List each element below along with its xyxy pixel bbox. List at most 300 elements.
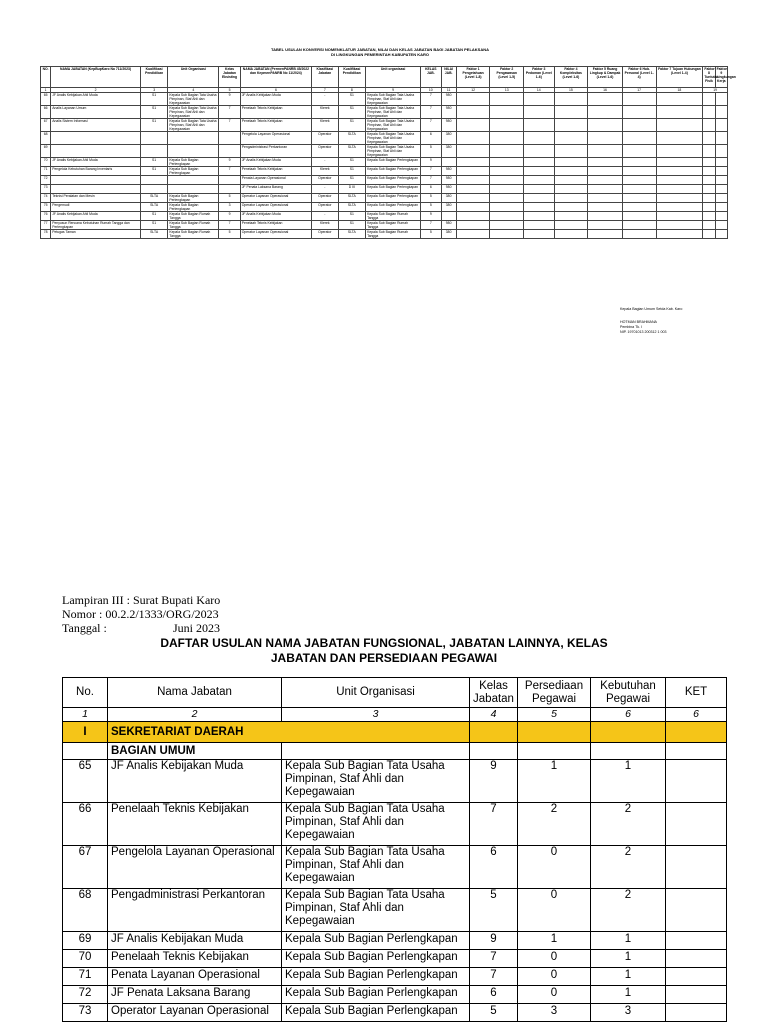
small-cell-factor: [456, 93, 490, 106]
small-cell-nj: 980: [441, 167, 456, 176]
small-cell-factor: [524, 194, 555, 203]
small-column-number: 18: [656, 88, 703, 93]
small-cell-pend2: S1: [338, 176, 366, 185]
small-cell-factor: [703, 167, 715, 176]
small-column-number: 14: [524, 88, 555, 93]
small-cell-factor: [554, 167, 588, 176]
small-cell-unit: Kepala Sub Bagian Tata Usaha Pimpinan, Staf Ahli dan Kepegawaian: [168, 119, 219, 132]
small-cell-factor: [703, 230, 715, 239]
small-cell-factor: [456, 194, 490, 203]
table-row: [63, 760, 727, 803]
small-cell-pend2: S1: [338, 221, 366, 230]
small-cell-factor: [588, 106, 623, 119]
number-label: Nomor :: [62, 607, 103, 621]
small-cell-factor: [588, 185, 623, 194]
small-column-number: 16: [588, 88, 623, 93]
header-nama-jabatan: Nama Jabatan: [108, 678, 282, 708]
small-header-cell: NILAI JAB.: [441, 67, 456, 88]
small-cell-pend: S1: [140, 158, 168, 167]
small-cell-factor: [490, 194, 524, 203]
small-table-row: [41, 145, 728, 158]
small-cell-factor: [554, 145, 588, 158]
small-cell-factor: [524, 119, 555, 132]
small-cell-kelas_e: 7: [219, 167, 240, 176]
small-cell-kelas_e: 9: [219, 212, 240, 221]
small-cell-factor: [715, 203, 727, 212]
empty-cell: [666, 743, 727, 760]
small-cell-factor: [715, 132, 727, 145]
small-cell-factor: [622, 93, 656, 106]
small-cell-unit: Kepala Sub Bagian Rumah Tangga: [168, 230, 219, 239]
small-cell-factor: [456, 221, 490, 230]
small-column-number: 5: [219, 88, 240, 93]
small-cell-factor: [656, 145, 703, 158]
small-cell-kj: 9: [421, 212, 441, 221]
top-title-line-1: TABEL USULAN KONVERSI NOMENKLATUR JABATAN, NILAI DAN KELAS JABATAN BAGI JABATAN PELAKSANA: [271, 47, 489, 52]
small-cell-factor: [715, 145, 727, 158]
small-cell-pend2: SLTA: [338, 194, 366, 203]
small-cell-factor: [554, 212, 588, 221]
small-cell-kelas_e: 7: [219, 119, 240, 132]
small-cell-factor: [554, 93, 588, 106]
empty-cell: [591, 722, 666, 743]
small-cell-no: 72: [41, 176, 51, 185]
small-cell-factor: [490, 212, 524, 221]
small-cell-unit: Kepala Sub Bagian Tata Usaha Pimpinan, Staf Ahli dan Kepegawaian: [168, 93, 219, 106]
table-row: [63, 986, 727, 1004]
small-header-cell: KELAS JAB.: [421, 67, 441, 88]
small-header-cell: Faktor 9 Lingkungan Kerja: [715, 67, 727, 88]
small-column-number: 12: [456, 88, 490, 93]
small-cell-nj: 380: [441, 203, 456, 212]
cell-persediaan: 1: [518, 932, 591, 950]
small-table-row: [41, 106, 728, 119]
cell-unit: Kepala Sub Bagian Perlengkapan: [282, 950, 470, 968]
small-cell-nj: 380: [441, 145, 456, 158]
small-cell-factor: [554, 132, 588, 145]
small-cell-kj: 7: [421, 221, 441, 230]
small-cell-nama_baru: Penelaah Teknis Kebijakan: [240, 106, 311, 119]
small-cell-factor: [622, 158, 656, 167]
small-cell-factor: [490, 119, 524, 132]
cell-kebutuhan: 1: [591, 760, 666, 803]
cell-kelas: 9: [470, 932, 518, 950]
small-cell-factor: [490, 106, 524, 119]
small-cell-factor: [703, 185, 715, 194]
small-column-number: 8: [338, 88, 366, 93]
empty-cell: [63, 743, 108, 760]
small-cell-nama: Analis Layanan Umum: [51, 106, 141, 119]
small-cell-pend: [140, 185, 168, 194]
small-table-row: [41, 221, 728, 230]
small-cell-kj: 9: [421, 158, 441, 167]
small-cell-nama: Pengelola Kebutuhan Barang Inventaris: [51, 167, 141, 176]
small-cell-klas: Klerek: [312, 106, 339, 119]
small-cell-kelas_e: 5: [219, 194, 240, 203]
section-row: [63, 722, 727, 743]
small-cell-kj: 7: [421, 176, 441, 185]
small-cell-factor: [656, 132, 703, 145]
small-cell-no: 75: [41, 203, 51, 212]
small-cell-nama: JF Analis Kebijakan Ahli Muda: [51, 158, 141, 167]
small-cell-nama_baru: JF Analis Kebijakan Muda: [240, 93, 311, 106]
small-cell-kelas_e: [219, 132, 240, 145]
date-line: [62, 621, 220, 635]
small-cell-kj: 7: [421, 106, 441, 119]
cell-no: 67: [63, 846, 108, 889]
cell-no: 70: [63, 950, 108, 968]
conversion-table: [40, 66, 736, 239]
empty-cell: [518, 743, 591, 760]
small-cell-no: 71: [41, 167, 51, 176]
small-column-number: 1: [41, 88, 51, 93]
small-cell-factor: [715, 167, 727, 176]
small-cell-pend2: S1: [338, 106, 366, 119]
small-cell-factor: [524, 132, 555, 145]
small-cell-factor: [588, 167, 623, 176]
small-cell-factor: [715, 106, 727, 119]
cell-persediaan: 0: [518, 986, 591, 1004]
cell-persediaan: 3: [518, 1004, 591, 1022]
table-row: [63, 1004, 727, 1022]
cell-nama: Penelaah Teknis Kebijakan: [108, 950, 282, 968]
small-cell-factor: [524, 158, 555, 167]
small-cell-pend: S1: [140, 119, 168, 132]
small-cell-factor: [703, 158, 715, 167]
cell-kebutuhan: 3: [591, 1004, 666, 1022]
small-cell-klas: -: [312, 158, 339, 167]
small-cell-kj: 5: [421, 230, 441, 239]
section-name: SEKRETARIAT DAERAH: [108, 722, 470, 743]
cell-no: 73: [63, 1004, 108, 1022]
small-cell-nama_baru: Penelaah Teknis Kebijakan: [240, 221, 311, 230]
small-header-cell: Kelas Jabatan Eksisting: [219, 67, 240, 88]
cell-kebutuhan: 1: [591, 986, 666, 1004]
small-cell-factor: [524, 106, 555, 119]
header-unit-organisasi: Unit Organisasi: [282, 678, 470, 708]
small-cell-factor: [524, 167, 555, 176]
small-cell-pend2: S1: [338, 167, 366, 176]
small-column-number: 11: [441, 88, 456, 93]
small-header-cell: Faktor 1 Pengetahuan (Level 1-8): [456, 67, 490, 88]
small-cell-factor: [588, 194, 623, 203]
small-cell-factor: [622, 230, 656, 239]
small-header-cell: Unit Organisasi: [168, 67, 219, 88]
empty-cell: [282, 743, 470, 760]
cell-persediaan: 0: [518, 968, 591, 986]
small-cell-factor: [456, 106, 490, 119]
top-title-line-2: DI LINGKUNGAN PEMERINTAH KABUPATEN KARO: [331, 52, 429, 57]
small-cell-pend: SLTA: [140, 230, 168, 239]
small-header-cell: Faktor 4 Kompleksitas (Level 1-6): [554, 67, 588, 88]
small-cell-kj: 5: [421, 194, 441, 203]
cell-ket: [666, 889, 727, 932]
small-cell-factor: [656, 185, 703, 194]
small-header-cell: NAMA JABATAN (PermenPANRB 45/2022 dan KepmenPANRB No 11/2024): [240, 67, 311, 88]
cell-kelas: 9: [470, 760, 518, 803]
small-cell-factor: [703, 145, 715, 158]
small-cell-no: 74: [41, 194, 51, 203]
small-table-row: [41, 167, 728, 176]
small-cell-factor: [656, 176, 703, 185]
small-table-row: [41, 132, 728, 145]
small-cell-nama: Teknisi Peralatan dan Mesin: [51, 194, 141, 203]
small-cell-factor: [456, 158, 490, 167]
small-cell-factor: [703, 119, 715, 132]
small-header-cell: Faktor 3 Pedoman (Level 1-6): [524, 67, 555, 88]
small-cell-factor: [490, 203, 524, 212]
cell-ket: [666, 986, 727, 1004]
small-cell-kj: 6: [421, 185, 441, 194]
small-cell-factor: [456, 132, 490, 145]
small-cell-factor: [554, 194, 588, 203]
small-cell-unit2: Kepala Sub Bagian Tata Usaha Pimpinan, Staf Ahli dan Kepegawaian: [366, 132, 421, 145]
small-cell-unit: Kepala Sub Bagian Perlengkapan: [168, 203, 219, 212]
small-cell-factor: [588, 203, 623, 212]
small-cell-factor: [656, 119, 703, 132]
cell-ket: [666, 846, 727, 889]
small-cell-nama_baru: JF Analis Kebijakan Muda: [240, 212, 311, 221]
small-cell-pend2: SLTA: [338, 203, 366, 212]
index-cell: 1: [63, 708, 108, 722]
small-cell-kelas_e: 9: [219, 93, 240, 106]
small-cell-nama: Pengemudi: [51, 203, 141, 212]
small-cell-factor: [524, 145, 555, 158]
small-cell-factor: [622, 212, 656, 221]
table-row: [63, 968, 727, 986]
small-cell-no: 73: [41, 185, 51, 194]
small-cell-unit: Kepala Sub Bagian Tata Usaha Pimpinan, Staf Ahli dan Kepegawaian: [168, 106, 219, 119]
cell-no: 69: [63, 932, 108, 950]
small-cell-nama: [51, 145, 141, 158]
index-cell: 2: [108, 708, 282, 722]
cell-nama: JF Analis Kebijakan Muda: [108, 932, 282, 950]
cell-kebutuhan: 1: [591, 932, 666, 950]
small-cell-nj: 980: [441, 119, 456, 132]
small-cell-factor: [588, 93, 623, 106]
small-cell-factor: [490, 145, 524, 158]
empty-cell: [591, 743, 666, 760]
small-cell-no: 77: [41, 221, 51, 230]
signature-nip: NIP. 19701013 200312 1 003: [620, 330, 667, 334]
table-row: [63, 846, 727, 889]
small-table-row: [41, 158, 728, 167]
small-cell-nama_baru: Penelaah Teknis Kebijakan: [240, 167, 311, 176]
small-cell-factor: [622, 106, 656, 119]
small-cell-pend: [140, 132, 168, 145]
cell-no: 66: [63, 803, 108, 846]
small-table-row: [41, 93, 728, 106]
small-cell-unit2: Kepala Sub Bagian Tata Usaha Pimpinan, Staf Ahli dan Kepegawaian: [366, 119, 421, 132]
signature-name: HOTMAN BRAHMANA: [620, 320, 657, 324]
document-title: [150, 636, 618, 666]
small-cell-klas: Operator: [312, 176, 339, 185]
small-cell-unit: Kepala Sub Bagian Perlengkapan: [168, 167, 219, 176]
small-cell-factor: [656, 230, 703, 239]
cell-persediaan: 0: [518, 889, 591, 932]
small-cell-klas: Operator: [312, 230, 339, 239]
conversion-table-header: [41, 67, 728, 88]
small-column-number: 17: [622, 88, 656, 93]
small-cell-factor: [456, 185, 490, 194]
document-title-line-2: JABATAN DAN PERSEDIAAN PEGAWAI: [270, 651, 498, 665]
small-cell-unit2: Kepala Sub Bagian Tata Usaha Pimpinan, Staf Ahli dan Kepegawaian: [366, 145, 421, 158]
attachment-value: Surat Bupati Karo: [132, 593, 221, 607]
small-cell-nj: 980: [441, 221, 456, 230]
small-cell-factor: [456, 212, 490, 221]
index-cell: 5: [518, 708, 591, 722]
cell-ket: [666, 950, 727, 968]
small-cell-pend2: S1: [338, 93, 366, 106]
small-cell-factor: [588, 176, 623, 185]
small-cell-factor: [490, 185, 524, 194]
cell-kebutuhan: 2: [591, 846, 666, 889]
small-cell-nama_baru: JF Penata Laksana Barang: [240, 185, 311, 194]
cell-no: 68: [63, 889, 108, 932]
table-row: [63, 950, 727, 968]
small-column-number: 7: [312, 88, 339, 93]
small-cell-nj: 980: [441, 106, 456, 119]
small-cell-unit2: Kepala Sub Bagian Perlengkapan: [366, 167, 421, 176]
number-line: [62, 607, 220, 621]
small-header-cell: Faktor 8 Tuntutan Fisik: [703, 67, 715, 88]
small-cell-factor: [588, 119, 623, 132]
small-cell-factor: [524, 176, 555, 185]
cell-persediaan: 0: [518, 846, 591, 889]
small-cell-unit: [168, 145, 219, 158]
small-cell-factor: [524, 221, 555, 230]
cell-nama: Penata Layanan Operasional: [108, 968, 282, 986]
cell-unit: Kepala Sub Bagian Tata Usaha Pimpinan, Staf Ahli dan Kepegawaian: [282, 846, 470, 889]
small-cell-pend: SLTA: [140, 203, 168, 212]
small-cell-factor: [622, 132, 656, 145]
cell-persediaan: 0: [518, 950, 591, 968]
small-cell-factor: [490, 230, 524, 239]
small-column-number: 4: [168, 88, 219, 93]
small-cell-kj: 7: [421, 119, 441, 132]
small-cell-factor: [622, 221, 656, 230]
small-cell-pend: S1: [140, 212, 168, 221]
header-kelas-jabatan: Kelas Jabatan: [470, 678, 518, 708]
small-cell-nj: 980: [441, 185, 456, 194]
cell-persediaan: 1: [518, 760, 591, 803]
cell-unit: Kepala Sub Bagian Perlengkapan: [282, 932, 470, 950]
small-cell-kelas_e: 5: [219, 230, 240, 239]
small-cell-factor: [622, 167, 656, 176]
index-cell: 6: [591, 708, 666, 722]
cell-unit: Kepala Sub Bagian Perlengkapan: [282, 1004, 470, 1022]
small-cell-factor: [656, 212, 703, 221]
cell-nama: Operator Layanan Operasional: [108, 1004, 282, 1022]
header-ket: KET: [666, 678, 727, 708]
cell-unit: Kepala Sub Bagian Tata Usaha Pimpinan, Staf Ahli dan Kepegawaian: [282, 760, 470, 803]
small-cell-no: 67: [41, 119, 51, 132]
small-cell-nama: [51, 185, 141, 194]
small-cell-pend: S1: [140, 221, 168, 230]
small-table-row: [41, 212, 728, 221]
small-cell-factor: [588, 158, 623, 167]
small-cell-unit: [168, 176, 219, 185]
small-cell-factor: [490, 132, 524, 145]
small-cell-no: 76: [41, 212, 51, 221]
small-cell-factor: [622, 185, 656, 194]
small-table-row: [41, 185, 728, 194]
small-cell-nama: [51, 132, 141, 145]
small-header-cell: Kualifikasi Pendidikan: [338, 67, 366, 88]
signature-rank: Pembina Tk. I: [620, 325, 643, 329]
top-signature-block: [620, 300, 682, 335]
small-cell-factor: [554, 106, 588, 119]
header-kebutuhan-pegawai: Kebutuhan Pegawai: [591, 678, 666, 708]
small-cell-factor: [622, 194, 656, 203]
small-cell-unit2: Kepala Sub Bagian Rumah Tangga: [366, 221, 421, 230]
small-header-cell: Klasifikasi Jabatan: [312, 67, 339, 88]
small-cell-no: 70: [41, 158, 51, 167]
cell-ket: [666, 1004, 727, 1022]
small-cell-factor: [490, 158, 524, 167]
small-cell-factor: [703, 194, 715, 203]
small-cell-factor: [554, 230, 588, 239]
small-cell-factor: [715, 119, 727, 132]
small-header-cell: Faktor 2 Pengawasan (Level 1-5): [490, 67, 524, 88]
small-cell-kelas_e: 7: [219, 221, 240, 230]
small-cell-factor: [715, 212, 727, 221]
small-cell-pend: S1: [140, 167, 168, 176]
document-title-line-1: DAFTAR USULAN NAMA JABATAN FUNGSIONAL, JABATAN LAINNYA, KELAS: [160, 636, 608, 650]
small-cell-factor: [703, 212, 715, 221]
cell-kelas: 7: [470, 968, 518, 986]
small-cell-nj: 380: [441, 132, 456, 145]
cell-no: 65: [63, 760, 108, 803]
table-row: [63, 889, 727, 932]
small-cell-no: 69: [41, 145, 51, 158]
small-header-cell: Faktor 6 Hub. Personal (Level 1-4): [622, 67, 656, 88]
small-cell-factor: [456, 145, 490, 158]
small-cell-factor: [554, 158, 588, 167]
small-cell-factor: [703, 221, 715, 230]
cell-ket: [666, 968, 727, 986]
small-cell-nama_baru: JF Analis Kebijakan Muda: [240, 158, 311, 167]
table-row: [63, 803, 727, 846]
small-cell-nama: [51, 176, 141, 185]
cell-nama: JF Analis Kebijakan Muda: [108, 760, 282, 803]
cell-kebutuhan: 2: [591, 889, 666, 932]
small-cell-unit2: Kepala Sub Bagian Tata Usaha Pimpinan, Staf Ahli dan Kepegawaian: [366, 106, 421, 119]
small-cell-factor: [554, 176, 588, 185]
cell-ket: [666, 803, 727, 846]
small-cell-unit2: Kepala Sub Bagian Tata Usaha Pimpinan, Staf Ahli dan Kepegawaian: [366, 93, 421, 106]
small-table-row: [41, 119, 728, 132]
small-header-cell: NAMA JABATAN (KepBupKaro No 711/2023): [51, 67, 141, 88]
subsection-name: BAGIAN UMUM: [108, 743, 282, 760]
cell-nama: JF Penata Laksana Barang: [108, 986, 282, 1004]
small-column-number: 15: [554, 88, 588, 93]
position-list-table: [62, 677, 727, 1022]
small-column-number: 19: [703, 88, 728, 93]
small-cell-factor: [656, 203, 703, 212]
small-cell-kelas_e: 7: [219, 106, 240, 119]
small-cell-factor: [656, 106, 703, 119]
small-cell-nj: 980: [441, 176, 456, 185]
small-cell-factor: [622, 176, 656, 185]
small-cell-kj: 5: [421, 145, 441, 158]
date-value: Juni 2023: [173, 621, 221, 635]
small-cell-factor: [622, 119, 656, 132]
cell-kebutuhan: 1: [591, 950, 666, 968]
small-cell-pend: SLTA: [140, 194, 168, 203]
small-cell-factor: [715, 185, 727, 194]
small-cell-no: 78: [41, 230, 51, 239]
